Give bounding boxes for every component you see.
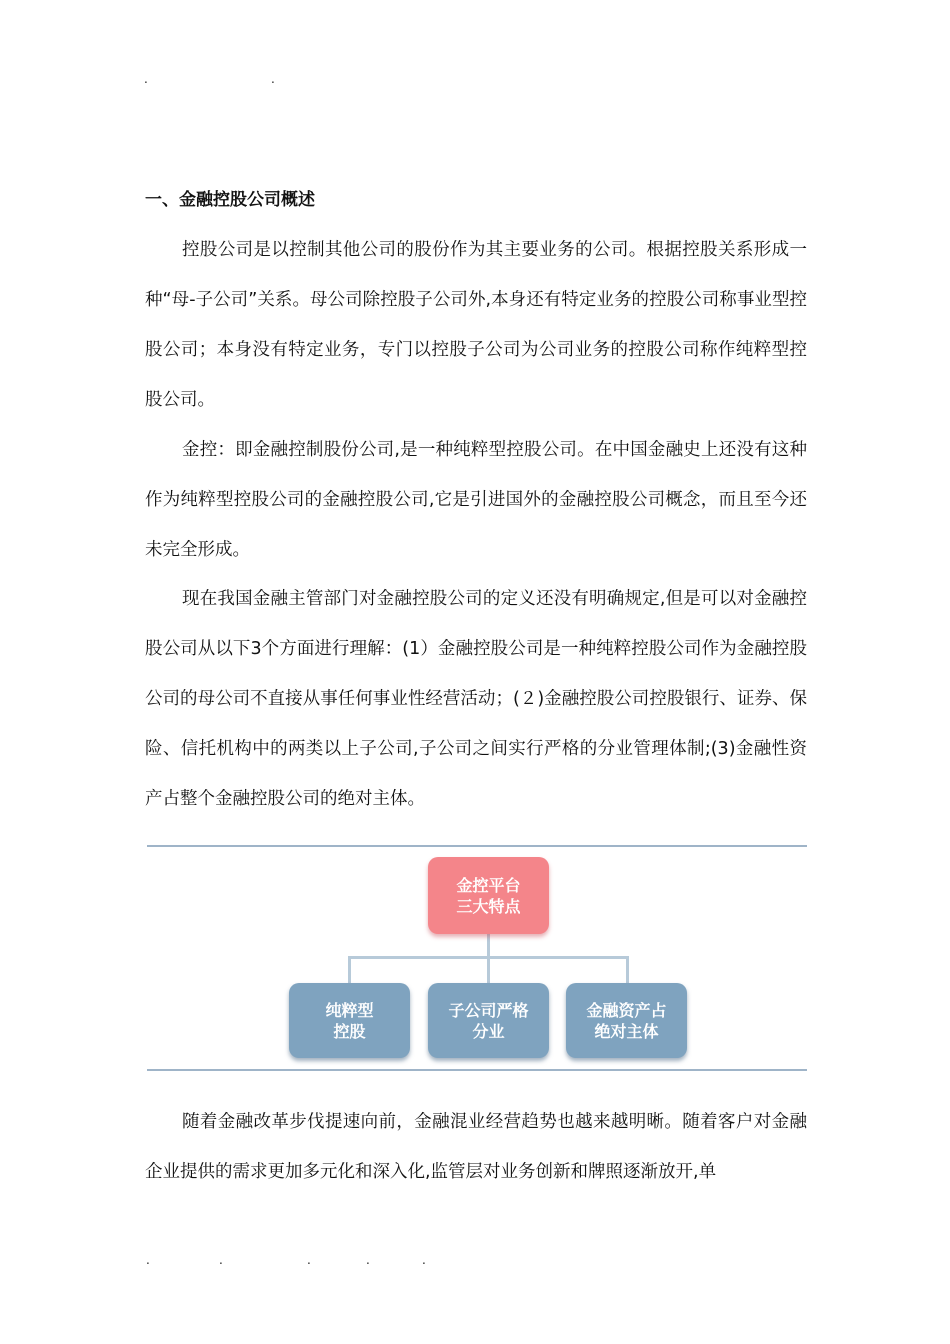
diagram-root-node xyxy=(428,857,549,934)
diagram-node-label: 纯粹型 控股 xyxy=(325,1000,374,1041)
footer-mark: . xyxy=(219,1253,223,1267)
diagram-top-rule xyxy=(147,845,807,847)
diagram-bottom-rule xyxy=(147,1069,807,1071)
paragraph-reform-trend: 随着金融改革步伐提速向前，金融混业经营趋势也越来越明晰。随着客户对金融企业提供的需求更加多元化和深入化,监管层对业务创新和牌照逐渐放开,单 xyxy=(145,1112,807,1182)
diagram-node-label: 子公司严格 分业 xyxy=(448,1000,529,1041)
footer-mark: . xyxy=(146,1253,150,1267)
connector-middle xyxy=(487,956,490,983)
diagram-node-strict-separation xyxy=(428,983,549,1058)
connector-root xyxy=(487,934,490,958)
header-mark: . xyxy=(144,72,148,86)
header-mark: . xyxy=(271,72,275,86)
paragraph-financial-holding: 金控：即金融控制股份公司,是一种纯粹型控股公司。在中国金融史上还没有这种作为纯粹型控股公司的金融控股公司,它是引进国外的金融控股公司概念，而且至今还未完全形成。 xyxy=(145,440,807,560)
diagram-node-label: 金融资产占 绝对主体 xyxy=(586,1000,667,1041)
paragraph-holding-company: 控股公司是以控制其他公司的股份作为其主要业务的公司。根据控股关系形成一种“母-子公司”关系。母公司除控股子公司外,本身还有特定业务的控股公司称事业型控股公司；本身没有特定业务，专门以控股子公司为公司业务的控股公司称作纯粹型控股公司。 xyxy=(145,240,807,410)
diagram-node-pure-holding xyxy=(289,983,410,1058)
footer-mark: . xyxy=(366,1253,370,1267)
section-heading: 一、金融控股公司概述 xyxy=(145,190,315,210)
footer-mark: . xyxy=(422,1253,426,1267)
diagram-node-financial-assets xyxy=(566,983,687,1058)
footer-mark: . xyxy=(307,1253,311,1267)
connector-right xyxy=(626,956,629,983)
connector-left xyxy=(348,956,351,983)
diagram-root-label: 金控平台 三大特点 xyxy=(456,875,521,916)
paragraph-definition: 现在我国金融主管部门对金融控股公司的定义还没有明确规定,但是可以对金融控股公司从以下3个方面进行理解：(1）金融控股公司是一种纯粹控股公司作为金融控股公司的母公司不直接从事任何事业性经营活动；(２)金融控股公司控股银行、证券、保险、信托机构中的两类以上子公司,子公司之间实行严格的分业管理体制;(3)金融性资产占整个金融控股公司的绝对主体。 xyxy=(145,589,807,809)
